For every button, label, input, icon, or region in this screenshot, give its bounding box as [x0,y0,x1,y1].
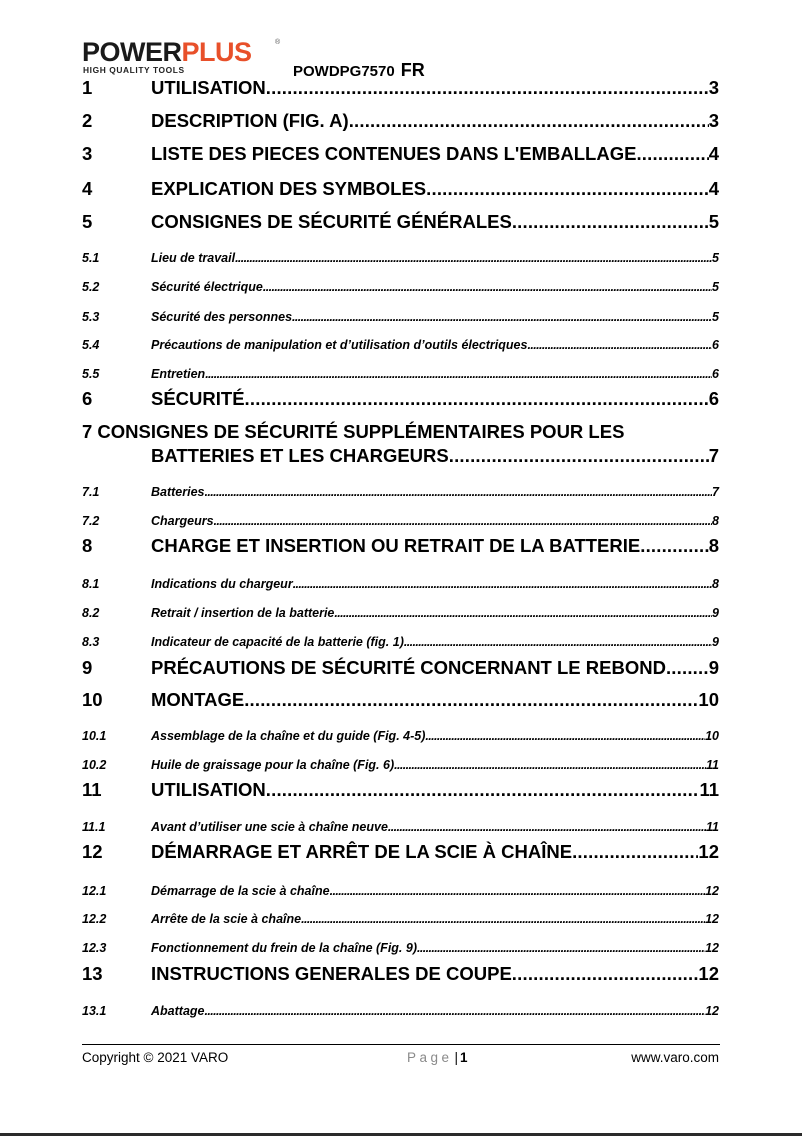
toc-leader-dots [292,310,712,324]
toc-leader-dots [426,178,709,200]
toc-title[interactable]: Entretien [151,367,206,381]
toc-title[interactable]: Abattage [151,1004,205,1018]
powerplus-logo [82,38,282,78]
page-separator: | [454,1050,459,1065]
toc-leader-dots [449,445,709,467]
toc-page-number[interactable]: 4 [708,143,719,164]
toc-title[interactable]: Indications du chargeur [151,577,293,591]
toc-page-number[interactable]: 6 [708,388,719,409]
toc-page-number[interactable]: 7 [708,445,719,466]
toc-title[interactable]: EXPLICATION DES SYMBOLES [151,178,427,199]
toc-subsection-entry[interactable] [82,485,719,499]
toc-leader-dots [425,729,705,743]
toc-page-number[interactable]: 8 [708,535,719,556]
toc-section-entry[interactable] [82,178,719,200]
toc-page-number[interactable]: 3 [708,77,719,98]
toc-subsection-entry[interactable] [82,310,719,324]
toc-leader-dots [245,388,709,410]
website-link[interactable]: www.varo.com [631,1050,719,1065]
toc-subsection-entry[interactable] [82,912,719,926]
model-code: POWDPG7570 [293,63,395,80]
toc-title[interactable]: INSTRUCTIONS GENERALES DE COUPE [151,963,512,984]
toc-title[interactable]: Avant d’utiliser une scie à chaîne neuve [151,820,388,834]
toc-number: 9 [82,657,93,678]
toc-subsection-entry[interactable] [82,577,719,591]
toc-title[interactable]: PRÉCAUTIONS DE SÉCURITÉ CONCERNANT LE REBOND [151,657,666,678]
toc-title[interactable]: SÉCURITÉ [151,388,245,409]
toc-page-number[interactable]: 9 [712,606,719,620]
toc-page-number[interactable]: 12 [698,841,719,862]
toc-leader-dots [666,657,709,679]
toc-number: 5.5 [82,367,100,381]
language-code: FR [400,60,425,80]
toc-section-entry[interactable] [82,143,719,165]
toc-number: 3 [82,143,93,164]
toc-section-entry[interactable] [82,211,719,233]
toc-leader-dots [244,689,698,711]
toc-title[interactable]: CHARGE ET INSERTION OU RETRAIT DE LA BATTERIE [151,535,641,556]
toc-leader-dots [394,758,706,772]
toc-leader-dots [266,77,709,99]
toc-subsection-entry[interactable] [82,251,719,265]
toc-title[interactable]: Arrête de la scie à chaîne [151,912,302,926]
toc-title[interactable]: Batteries [151,485,205,499]
toc-subsection-entry[interactable] [82,338,719,352]
logo-wordmark [82,38,252,66]
toc-title[interactable]: MONTAGE [151,689,245,710]
toc-subsection-entry[interactable] [82,758,719,772]
toc-subsection-entry[interactable] [82,280,719,294]
logo-power-text: POWER [82,37,182,67]
toc-number: 12.1 [82,884,107,898]
toc-number: 6 [82,388,93,409]
toc-page-number[interactable]: 8 [712,514,719,528]
toc-number: 8.1 [82,577,100,591]
toc-page-number[interactable]: 5 [708,211,719,232]
toc-leader-dots [512,211,709,233]
toc-page-number[interactable]: 12 [705,1004,719,1018]
toc-subsection-entry[interactable] [82,635,719,649]
page-indicator [407,1050,468,1065]
toc-subsection-entry[interactable] [82,941,719,955]
toc-subsection-entry[interactable] [82,884,719,898]
toc-leader-dots [417,941,705,955]
toc-leader-dots [266,779,700,801]
toc-title[interactable]: Huile de graissage pour la chaîne (Fig. 6) [151,758,395,772]
toc-leader-dots [334,606,712,620]
logo-plus-text: PLUS [181,37,252,67]
toc-page-number[interactable]: 8 [712,577,719,591]
page-label: Page [407,1050,453,1065]
toc-page-number[interactable]: 12 [705,912,719,926]
toc-page-number[interactable]: 12 [705,941,719,955]
toc-number: 4 [82,178,93,199]
toc-heading-line1[interactable]: 7 CONSIGNES DE SÉCURITÉ SUPPLÉMENTAIRES POUR LES [82,421,625,442]
toc-leader-dots [301,912,705,926]
toc-subsection-entry[interactable] [82,367,719,381]
toc-number: 5.2 [82,280,100,294]
copyright-text: Copyright © 2021 VARO [82,1050,229,1065]
toc-leader-dots [527,338,712,352]
toc-number: 5 [82,211,93,232]
toc-number: 10.1 [82,729,107,743]
toc-leader-dots [205,367,712,381]
toc-section-entry[interactable] [82,445,719,467]
toc-leader-dots [388,820,706,834]
toc-title[interactable]: Sécurité électrique [151,280,263,294]
registered-mark: ® [275,39,281,46]
toc-number: 13.1 [82,1004,107,1018]
toc-leader-dots [204,1004,705,1018]
toc-number: 8.3 [82,635,100,649]
toc-page-number[interactable]: 3 [708,110,719,131]
toc-page-number[interactable]: 11 [706,820,719,834]
toc-title[interactable]: Assemblage de la chaîne et du guide (Fig. 4-5) [151,729,426,743]
toc-leader-dots [330,884,706,898]
toc-number: 7.1 [82,485,100,499]
toc-leader-dots [235,251,712,265]
toc-leader-dots [512,963,699,985]
toc-section-entry[interactable] [82,841,719,863]
toc-title[interactable]: Démarrage de la scie à chaîne [151,884,330,898]
toc-leader-dots [404,635,712,649]
toc-number: 10.2 [82,758,107,772]
toc-leader-dots [640,535,708,557]
toc-page-number[interactable]: 4 [708,178,719,199]
toc-leader-dots [293,577,712,591]
toc-subsection-entry[interactable] [82,1004,719,1018]
toc-leader-dots [214,514,713,528]
toc-page-number[interactable]: 7 [712,485,719,499]
toc-title[interactable]: Retrait / insertion de la batterie [151,606,335,620]
toc-leader-dots [205,485,713,499]
toc-number: 7.2 [82,514,100,528]
toc-number: 12 [82,841,103,862]
toc-page-number[interactable]: 10 [698,689,719,710]
toc-title[interactable]: Précautions de manipulation et d’utilisation d’outils électriques [151,338,528,352]
footer-divider [82,1044,720,1045]
toc-leader-dots [572,841,698,863]
toc-section-entry[interactable] [82,77,719,99]
toc-leader-dots [636,143,708,165]
toc-page-number[interactable]: 5 [712,251,719,265]
toc-number: 12.3 [82,941,107,955]
toc-number: 2 [82,110,93,131]
toc-number: 5.1 [82,251,100,265]
toc-number: 5.4 [82,338,100,352]
toc-number: 12.2 [82,912,107,926]
toc-subsection-entry[interactable] [82,514,719,528]
toc-title[interactable]: UTILISATION [151,77,266,98]
toc-number: 8 [82,535,93,556]
toc-number: 11 [82,779,102,800]
toc-title[interactable]: Indicateur de capacité de la batterie (fig. 1) [151,635,404,649]
toc-title[interactable]: CONSIGNES DE SÉCURITÉ GÉNÉRALES [151,211,512,232]
toc-section-entry[interactable] [82,535,719,557]
toc-page-number[interactable]: 11 [699,779,719,800]
toc-title[interactable]: DÉMARRAGE ET ARRÊT DE LA SCIE À CHAÎNE [151,841,573,862]
toc-page-number[interactable]: 11 [706,758,719,772]
toc-title[interactable]: Chargeurs [151,514,214,528]
toc-title[interactable]: Fonctionnement du frein de la chaîne (Fig. 9) [151,941,417,955]
toc-subsection-entry[interactable] [82,729,719,743]
toc-page-number[interactable]: 12 [705,884,719,898]
toc-page-number[interactable]: 9 [708,657,719,678]
toc-number: 10 [82,689,103,710]
toc-title[interactable]: UTILISATION [151,779,266,800]
toc-section-entry[interactable] [82,110,719,132]
toc-title[interactable]: Lieu de travail [151,251,236,265]
logo-tagline: HIGH QUALITY TOOLS [83,65,185,75]
toc-section-entry[interactable] [82,963,719,985]
toc-number: 1 [82,77,93,98]
toc-title[interactable]: LISTE DES PIECES CONTENUES DANS L'EMBALLAGE [151,143,637,164]
toc-number: 11.1 [82,820,106,834]
toc-page-number[interactable]: 12 [698,963,719,984]
page-number: 1 [460,1050,468,1065]
toc-page-number[interactable]: 9 [712,635,719,649]
toc-leader-dots [263,280,712,294]
toc-page-number[interactable]: 5 [712,310,719,324]
toc-title[interactable]: BATTERIES ET LES CHARGEURS [151,445,449,466]
toc-number: 13 [82,963,103,984]
toc-number: 8.2 [82,606,100,620]
toc-section-entry[interactable] [82,388,719,410]
toc-title[interactable]: DESCRIPTION (FIG. A) [151,110,349,131]
toc-page-number[interactable]: 5 [712,280,719,294]
toc-number: 5.3 [82,310,100,324]
toc-section-entry[interactable] [82,779,719,801]
toc-section-entry[interactable] [82,689,719,711]
toc-title[interactable]: Sécurité des personnes [151,310,293,324]
toc-section-entry[interactable] [82,657,719,679]
toc-page-number[interactable]: 6 [712,338,719,352]
page-footer [82,1050,719,1070]
page-header [82,38,722,82]
toc-leader-dots [349,110,709,132]
toc-page-number[interactable]: 6 [712,367,719,381]
toc-subsection-entry[interactable] [82,820,719,834]
toc-page-number[interactable]: 10 [705,729,719,743]
toc-subsection-entry[interactable] [82,606,719,620]
